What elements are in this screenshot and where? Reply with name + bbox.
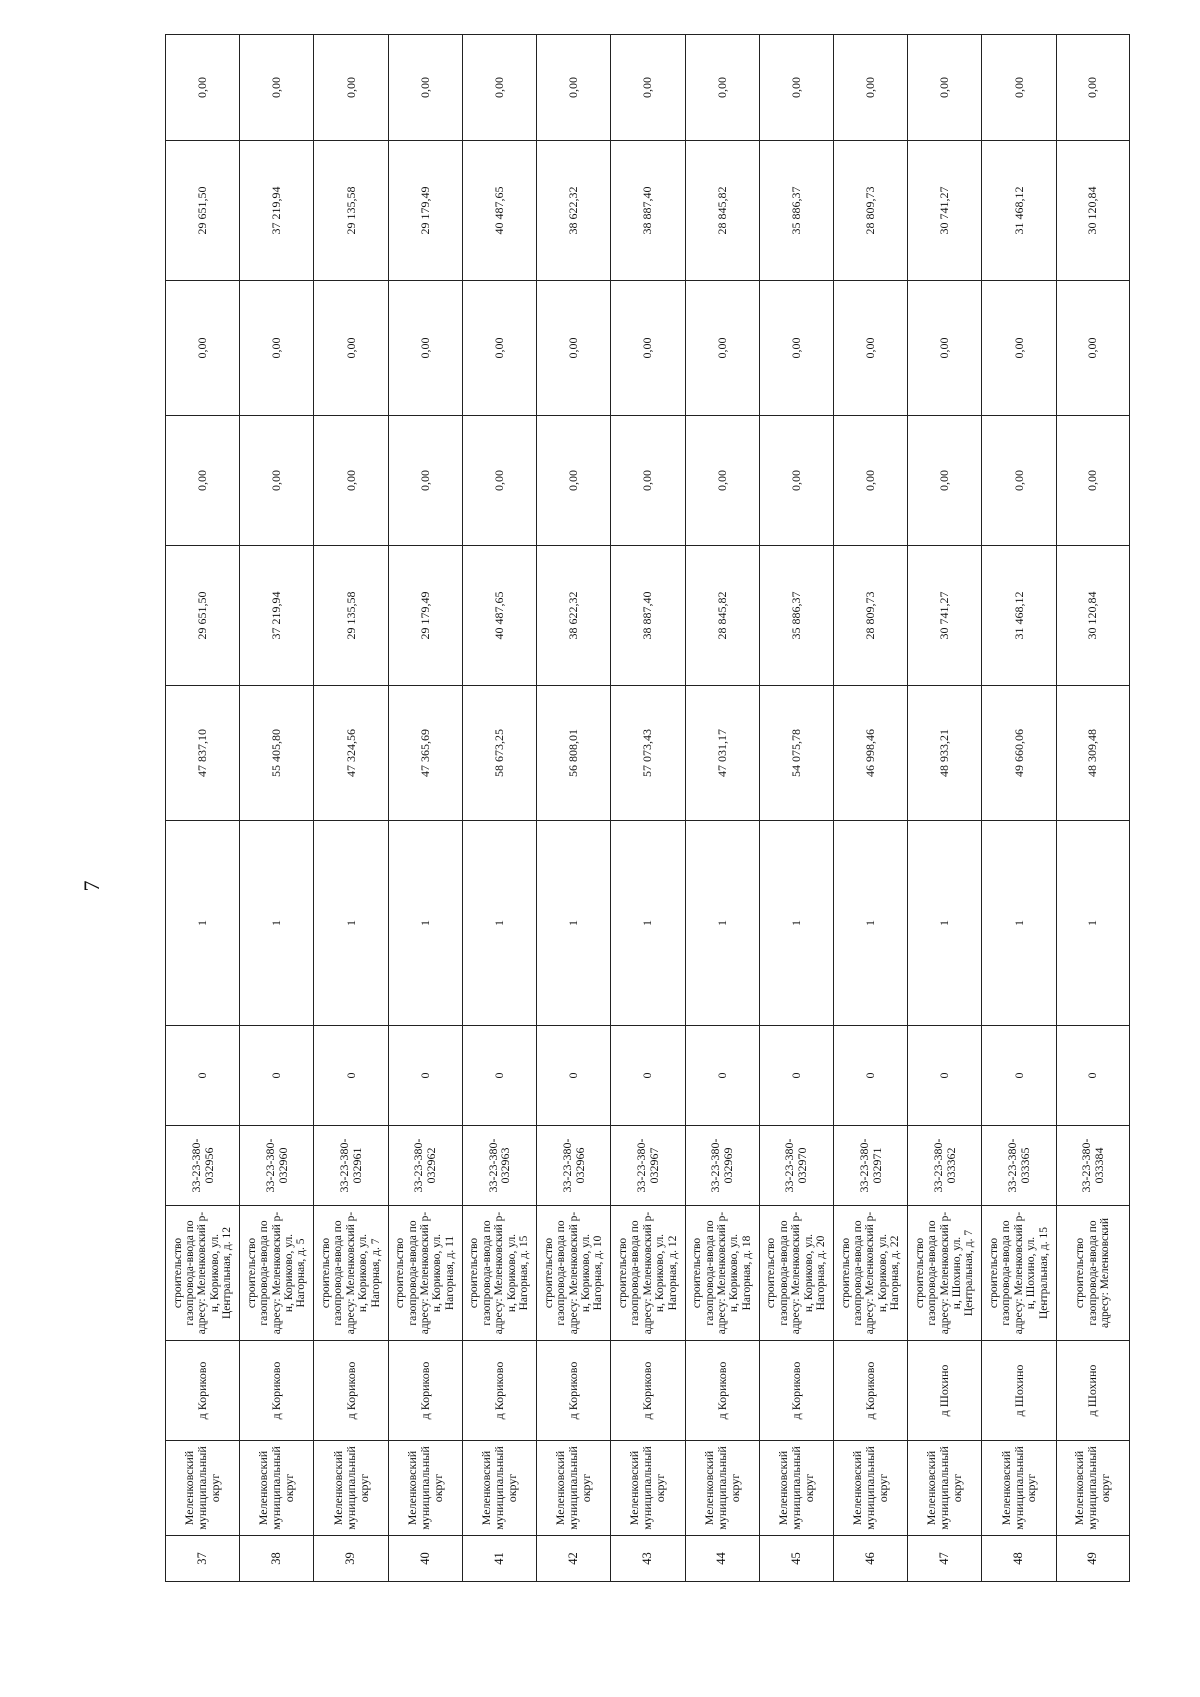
value-cell-12: 0,00	[388, 35, 462, 141]
row-number-cell: 42	[537, 1536, 611, 1582]
value-cell-7: 47 365,69	[388, 686, 462, 821]
value-cell-6: 1	[240, 821, 314, 1026]
value-cell-12: 0,00	[537, 35, 611, 141]
value-cell-7: 54 075,78	[759, 686, 833, 821]
table-row	[537, 35, 611, 1582]
district-cell: Меленковский муниципальный округ	[833, 1441, 907, 1536]
value-cell-6: 1	[982, 821, 1056, 1026]
table-row	[1056, 35, 1129, 1582]
value-cell-7: 58 673,25	[462, 686, 536, 821]
table-row	[240, 35, 314, 1582]
district-cell: Меленковский муниципальный округ	[759, 1441, 833, 1536]
value-cell-6: 1	[314, 821, 388, 1026]
district-cell: Меленковский муниципальный округ	[240, 1441, 314, 1536]
value-cell-7: 46 998,46	[833, 686, 907, 821]
district-cell: Меленковский муниципальный округ	[462, 1441, 536, 1536]
value-cell-6: 1	[166, 821, 240, 1026]
value-cell-12: 0,00	[611, 35, 685, 141]
row-number-cell: 45	[759, 1536, 833, 1582]
settlement-cell: д Шохино	[908, 1341, 982, 1441]
value-cell-10: 0,00	[166, 281, 240, 416]
value-cell-11: 29 651,50	[166, 141, 240, 281]
code-cell: 33-23-380-033362	[908, 1126, 982, 1206]
settlement-cell: д Кориково	[611, 1341, 685, 1441]
value-cell-9: 0,00	[314, 416, 388, 546]
value-cell-5: 0	[462, 1026, 536, 1126]
value-cell-7: 48 309,48	[1056, 686, 1129, 821]
value-cell-5: 0	[908, 1026, 982, 1126]
value-cell-10: 0,00	[462, 281, 536, 416]
district-cell: Меленковский муниципальный округ	[1056, 1441, 1129, 1536]
value-cell-5: 0	[388, 1026, 462, 1126]
value-cell-6: 1	[759, 821, 833, 1026]
value-cell-12: 0,00	[759, 35, 833, 141]
district-cell: Меленковский муниципальный округ	[537, 1441, 611, 1536]
value-cell-8: 37 219,94	[240, 546, 314, 686]
value-cell-12: 0,00	[908, 35, 982, 141]
table-row	[166, 35, 240, 1582]
value-cell-10: 0,00	[833, 281, 907, 416]
settlement-cell: д Кориково	[833, 1341, 907, 1441]
table-row	[833, 35, 907, 1582]
value-cell-9: 0,00	[982, 416, 1056, 546]
code-cell: 33-23-380-032963	[462, 1126, 536, 1206]
value-cell-10: 0,00	[1056, 281, 1129, 416]
settlement-cell: д Шохино	[982, 1341, 1056, 1441]
settlement-cell: д Кориково	[240, 1341, 314, 1441]
value-cell-11: 40 487,65	[462, 141, 536, 281]
value-cell-10: 0,00	[388, 281, 462, 416]
settlement-cell: д Кориково	[166, 1341, 240, 1441]
description-cell: строительство газопровода-ввода по адресу: Меленковский р-н, Кориково, ул. Нагорная, д. 12	[611, 1206, 685, 1341]
value-cell-10: 0,00	[759, 281, 833, 416]
value-cell-11: 28 845,82	[685, 141, 759, 281]
table-row	[314, 35, 388, 1582]
description-cell: строительство газопровода-ввода по адресу: Меленковский р-н, Шохино, ул. Центральная, д. 15	[982, 1206, 1056, 1341]
value-cell-7: 57 073,43	[611, 686, 685, 821]
value-cell-6: 1	[388, 821, 462, 1026]
code-cell: 33-23-380-032971	[833, 1126, 907, 1206]
value-cell-5: 0	[759, 1026, 833, 1126]
value-cell-6: 1	[685, 821, 759, 1026]
value-cell-11: 28 809,73	[833, 141, 907, 281]
page-number: 7	[79, 880, 104, 892]
code-cell: 33-23-380-032967	[611, 1126, 685, 1206]
value-cell-12: 0,00	[240, 35, 314, 141]
row-number-cell: 48	[982, 1536, 1056, 1582]
description-cell: строительство газопровода-ввода по адресу: Меленковский р-н, Кориково, ул. Нагорная, д. 11	[388, 1206, 462, 1341]
code-cell: 33-23-380-032961	[314, 1126, 388, 1206]
district-cell: Меленковский муниципальный округ	[611, 1441, 685, 1536]
value-cell-9: 0,00	[611, 416, 685, 546]
value-cell-10: 0,00	[314, 281, 388, 416]
value-cell-9: 0,00	[240, 416, 314, 546]
settlement-cell: д Кориково	[462, 1341, 536, 1441]
table-row	[685, 35, 759, 1582]
value-cell-8: 38 887,40	[611, 546, 685, 686]
value-cell-9: 0,00	[166, 416, 240, 546]
value-cell-7: 56 808,01	[537, 686, 611, 821]
value-cell-9: 0,00	[759, 416, 833, 546]
settlement-cell: д Кориково	[314, 1341, 388, 1441]
row-number-cell: 38	[240, 1536, 314, 1582]
settlement-cell: д Кориково	[388, 1341, 462, 1441]
value-cell-11: 29 179,49	[388, 141, 462, 281]
value-cell-12: 0,00	[314, 35, 388, 141]
district-cell: Меленковский муниципальный округ	[908, 1441, 982, 1536]
value-cell-11: 30 741,27	[908, 141, 982, 281]
value-cell-7: 47 837,10	[166, 686, 240, 821]
row-number-cell: 47	[908, 1536, 982, 1582]
description-cell: строительство газопровода-ввода по адресу: Меленковский	[1056, 1206, 1129, 1341]
value-cell-7: 48 933,21	[908, 686, 982, 821]
table-row	[462, 35, 536, 1582]
settlement-cell: д Кориково	[537, 1341, 611, 1441]
table-row	[982, 35, 1056, 1582]
value-cell-9: 0,00	[537, 416, 611, 546]
value-cell-5: 0	[982, 1026, 1056, 1126]
row-number-cell: 44	[685, 1536, 759, 1582]
value-cell-8: 29 651,50	[166, 546, 240, 686]
value-cell-10: 0,00	[685, 281, 759, 416]
value-cell-6: 1	[833, 821, 907, 1026]
district-cell: Меленковский муниципальный округ	[685, 1441, 759, 1536]
value-cell-7: 47 031,17	[685, 686, 759, 821]
value-cell-10: 0,00	[611, 281, 685, 416]
value-cell-5: 0	[314, 1026, 388, 1126]
value-cell-9: 0,00	[685, 416, 759, 546]
settlement-cell: д Кориково	[759, 1341, 833, 1441]
row-number-cell: 39	[314, 1536, 388, 1582]
value-cell-7: 47 324,56	[314, 686, 388, 821]
value-cell-5: 0	[833, 1026, 907, 1126]
code-cell: 33-23-380-032956	[166, 1126, 240, 1206]
table-row	[388, 35, 462, 1582]
value-cell-5: 0	[240, 1026, 314, 1126]
value-cell-8: 38 622,32	[537, 546, 611, 686]
row-number-cell: 46	[833, 1536, 907, 1582]
description-cell: строительство газопровода-ввода по адресу: Меленковский р-н, Кориково, ул. Нагорная, д. 20	[759, 1206, 833, 1341]
value-cell-11: 29 135,58	[314, 141, 388, 281]
code-cell: 33-23-380-032969	[685, 1126, 759, 1206]
row-number-cell: 41	[462, 1536, 536, 1582]
description-cell: строительство газопровода-ввода по адресу: Меленковский р-н, Кориково, ул. Нагорная, д. 10	[537, 1206, 611, 1341]
district-cell: Меленковский муниципальный округ	[314, 1441, 388, 1536]
value-cell-8: 30 120,84	[1056, 546, 1129, 686]
value-cell-8: 29 179,49	[388, 546, 462, 686]
value-cell-12: 0,00	[1056, 35, 1129, 141]
code-cell: 33-23-380-032962	[388, 1126, 462, 1206]
value-cell-8: 29 135,58	[314, 546, 388, 686]
description-cell: строительство газопровода-ввода по адресу: Меленковский р-н, Кориково, ул. Нагорная, д. 22	[833, 1206, 907, 1341]
value-cell-8: 28 809,73	[833, 546, 907, 686]
value-cell-8: 35 886,37	[759, 546, 833, 686]
value-cell-12: 0,00	[833, 35, 907, 141]
value-cell-10: 0,00	[982, 281, 1056, 416]
settlement-cell: д Кориково	[685, 1341, 759, 1441]
value-cell-12: 0,00	[982, 35, 1056, 141]
code-cell: 33-23-380-032970	[759, 1126, 833, 1206]
value-cell-11: 38 622,32	[537, 141, 611, 281]
value-cell-6: 1	[462, 821, 536, 1026]
value-cell-5: 0	[611, 1026, 685, 1126]
value-cell-12: 0,00	[685, 35, 759, 141]
code-cell: 33-23-380-033365	[982, 1126, 1056, 1206]
row-number-cell: 40	[388, 1536, 462, 1582]
value-cell-12: 0,00	[166, 35, 240, 141]
code-cell: 33-23-380-033384	[1056, 1126, 1129, 1206]
settlement-cell: д Шохино	[1056, 1341, 1129, 1441]
data-table	[165, 34, 1130, 1582]
value-cell-5: 0	[537, 1026, 611, 1126]
row-number-cell: 49	[1056, 1536, 1129, 1582]
table-row	[759, 35, 833, 1582]
value-cell-6: 1	[611, 821, 685, 1026]
value-cell-5: 0	[685, 1026, 759, 1126]
value-cell-5: 0	[166, 1026, 240, 1126]
row-number-cell: 37	[166, 1536, 240, 1582]
code-cell: 33-23-380-032960	[240, 1126, 314, 1206]
value-cell-11: 35 886,37	[759, 141, 833, 281]
description-cell: строительство газопровода-ввода по адресу: Меленковский р-н, Кориково, ул. Нагорная, д. 15	[462, 1206, 536, 1341]
value-cell-9: 0,00	[1056, 416, 1129, 546]
district-cell: Меленковский муниципальный округ	[982, 1441, 1056, 1536]
value-cell-7: 55 405,80	[240, 686, 314, 821]
value-cell-6: 1	[1056, 821, 1129, 1026]
value-cell-7: 49 660,06	[982, 686, 1056, 821]
table-body	[166, 35, 1130, 1582]
value-cell-11: 31 468,12	[982, 141, 1056, 281]
description-cell: строительство газопровода-ввода по адресу: Меленковский р-н, Кориково, ул. Нагорная, д. 18	[685, 1206, 759, 1341]
value-cell-8: 28 845,82	[685, 546, 759, 686]
value-cell-9: 0,00	[388, 416, 462, 546]
value-cell-10: 0,00	[537, 281, 611, 416]
value-cell-8: 31 468,12	[982, 546, 1056, 686]
value-cell-9: 0,00	[908, 416, 982, 546]
value-cell-6: 1	[908, 821, 982, 1026]
description-cell: строительство газопровода-ввода по адресу: Меленковский р-н, Кориково, ул. Нагорная, д. 7	[314, 1206, 388, 1341]
value-cell-8: 40 487,65	[462, 546, 536, 686]
district-cell: Меленковский муниципальный округ	[166, 1441, 240, 1536]
value-cell-9: 0,00	[833, 416, 907, 546]
value-cell-5: 0	[1056, 1026, 1129, 1126]
description-cell: строительство газопровода-ввода по адресу: Меленковский р-н, Кориково, ул. Центральная, д. 12	[166, 1206, 240, 1341]
value-cell-6: 1	[537, 821, 611, 1026]
row-number-cell: 43	[611, 1536, 685, 1582]
value-cell-12: 0,00	[462, 35, 536, 141]
table-row	[908, 35, 982, 1582]
table-container	[165, 77, 1130, 1582]
value-cell-9: 0,00	[462, 416, 536, 546]
code-cell: 33-23-380-032966	[537, 1126, 611, 1206]
table-row	[611, 35, 685, 1582]
value-cell-11: 37 219,94	[240, 141, 314, 281]
value-cell-11: 30 120,84	[1056, 141, 1129, 281]
value-cell-10: 0,00	[908, 281, 982, 416]
value-cell-10: 0,00	[240, 281, 314, 416]
value-cell-8: 30 741,27	[908, 546, 982, 686]
district-cell: Меленковский муниципальный округ	[388, 1441, 462, 1536]
description-cell: строительство газопровода-ввода по адресу: Меленковский р-н, Кориково, ул. Нагорная, д. 5	[240, 1206, 314, 1341]
value-cell-11: 38 887,40	[611, 141, 685, 281]
description-cell: строительство газопровода-ввода по адресу: Меленковский р-н, Шохино, ул. Центральная, д. 7	[908, 1206, 982, 1341]
